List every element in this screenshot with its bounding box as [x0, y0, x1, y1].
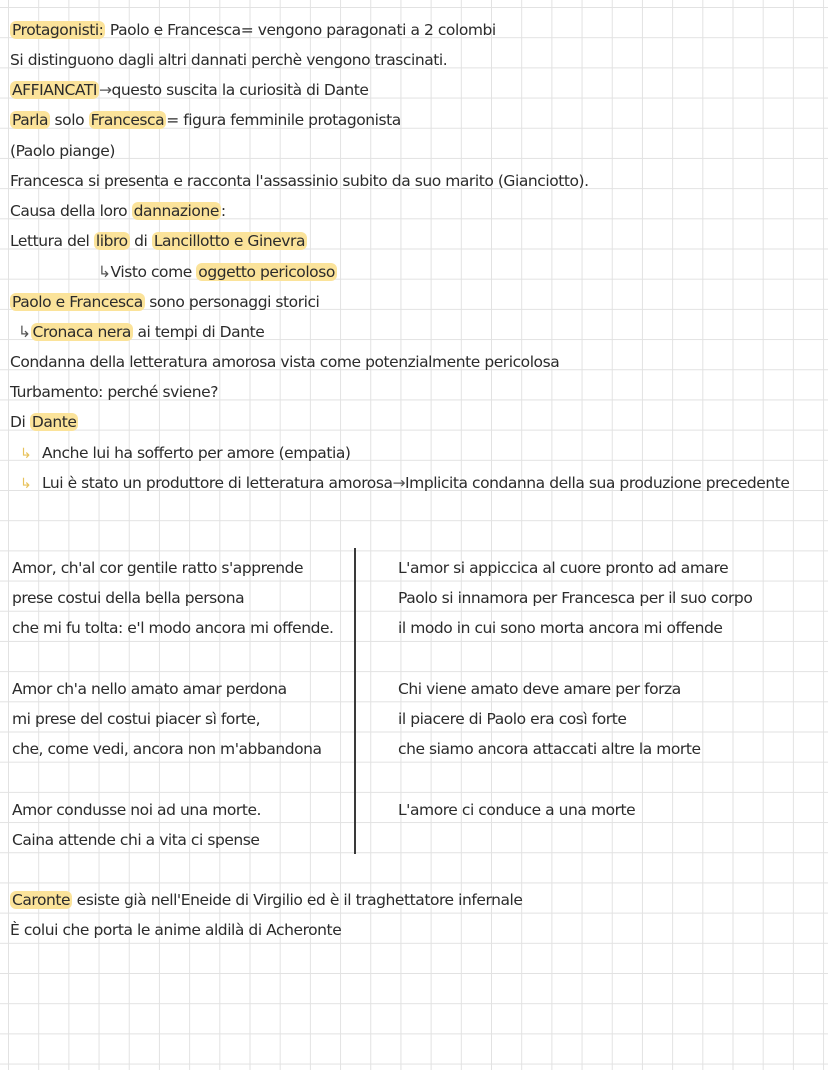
- note-line-parla: [10, 109, 401, 131]
- text: esiste già nell'Eneide di Virgilio ed è il traghettatore infernale: [72, 891, 523, 909]
- text: questo suscita la curiosità di Dante: [111, 81, 369, 99]
- highlight-oggetto-pericoloso: oggetto pericoloso: [198, 263, 335, 281]
- highlight-parla: Parla: [12, 111, 49, 129]
- note-line-turbamento: Turbamento: perché sviene?: [10, 383, 219, 401]
- note-line-lettura: [10, 230, 307, 252]
- text: Visto come: [110, 263, 197, 281]
- verse-left: che mi fu tolta: e'l modo ancora mi offende.: [12, 619, 334, 637]
- verse-right: il modo in cui sono morta ancora mi offende: [398, 619, 723, 637]
- note-line-empatia: [20, 442, 350, 465]
- text: Causa della loro: [10, 202, 132, 220]
- note-line-cronaca-nera: [18, 321, 264, 343]
- return-arrow-icon: ↳: [18, 323, 31, 341]
- note-line-francesca-racconta: Francesca si presenta e racconta l'assassinio subito da suo marito (Gianciotto).: [10, 172, 589, 190]
- highlight-libro: libro: [95, 232, 128, 250]
- highlight-dante: Dante: [31, 413, 77, 431]
- note-line-distinguono: Si distinguono dagli altri dannati perchè vengono trascinati.: [10, 51, 448, 69]
- right-arrow-icon: →: [392, 474, 406, 492]
- verse-right: il piacere di Paolo era così forte: [398, 710, 627, 728]
- note-line-protagonisti: [10, 19, 496, 41]
- text: sono personaggi storici: [144, 293, 320, 311]
- return-arrow-icon: ↳: [98, 263, 111, 281]
- verse-left: mi prese del costui piacer sì forte,: [12, 710, 261, 728]
- text: Lettura del: [10, 232, 94, 250]
- highlight-lancillotto: Lancillotto e Ginevra: [153, 232, 305, 250]
- highlight-cronaca-nera: Cronaca nera: [32, 323, 131, 341]
- note-line-affiancati: [10, 79, 368, 101]
- verse-left: Caina attende chi a vita ci spense: [12, 831, 260, 849]
- text: Di: [10, 413, 30, 431]
- note-line-personaggi-storici: [10, 291, 319, 313]
- note-line-di-dante: [10, 411, 78, 433]
- highlight-dannazione: dannazione: [133, 202, 219, 220]
- highlight-caronte: Caronte: [12, 891, 71, 909]
- verse-left: Amor, ch'al cor gentile ratto s'apprende: [12, 559, 304, 577]
- verse-left: Amor ch'a nello amato amar perdona: [12, 680, 287, 698]
- verse-left: che, come vedi, ancora non m'abbandona: [12, 740, 322, 758]
- column-divider: [354, 548, 356, 854]
- verse-left: Amor condusse noi ad una morte.: [12, 801, 262, 819]
- text: di: [129, 232, 152, 250]
- highlight-paolo-francesca: Paolo e Francesca: [12, 293, 143, 311]
- text: ai tempi di Dante: [133, 323, 265, 341]
- verse-right: L'amor si appiccica al cuore pronto ad amare: [398, 559, 729, 577]
- verse-left: prese costui della bella persona: [12, 589, 245, 607]
- note-line-condanna: Condanna della letteratura amorosa vista come potenzialmente pericolosa: [10, 353, 560, 371]
- text: Implicita condanna della sua produzione precedente: [405, 474, 790, 492]
- verse-right: che siamo ancora attaccati altre la morte: [398, 740, 701, 758]
- text: :: [220, 202, 226, 220]
- note-line-visto-come: [98, 261, 337, 283]
- note-line-acheronte: È colui che porta le anime aldilà di Acheronte: [10, 921, 342, 939]
- highlight-affiancati: AFFIANCATI: [12, 81, 97, 99]
- note-line-caronte: [10, 889, 522, 911]
- note-line-causa: [10, 200, 226, 222]
- verse-right: Paolo si innamora per Francesca per il suo corpo: [398, 589, 753, 607]
- text: = figura femminile protagonista: [166, 111, 401, 129]
- text: Lui è stato un produttore di letteratura amorosa: [42, 474, 393, 492]
- note-line-produttore: [20, 472, 789, 495]
- text: Paolo e Francesca= vengono paragonati a 2 colombi: [105, 21, 496, 39]
- bullet-arrow-icon: ↳: [20, 476, 32, 492]
- text: Anche lui ha sofferto per amore (empatia): [42, 444, 351, 462]
- right-arrow-icon: →: [98, 81, 112, 99]
- note-line-paolo-piange: (Paolo piange): [10, 142, 115, 160]
- verse-right: Chi viene amato deve amare per forza: [398, 680, 681, 698]
- text: solo: [50, 111, 89, 129]
- highlight-francesca: Francesca: [90, 111, 165, 129]
- bullet-arrow-icon: ↳: [20, 446, 32, 462]
- verse-right: L'amore ci conduce a una morte: [398, 801, 636, 819]
- highlight-protagonisti: Protagonisti:: [12, 21, 104, 39]
